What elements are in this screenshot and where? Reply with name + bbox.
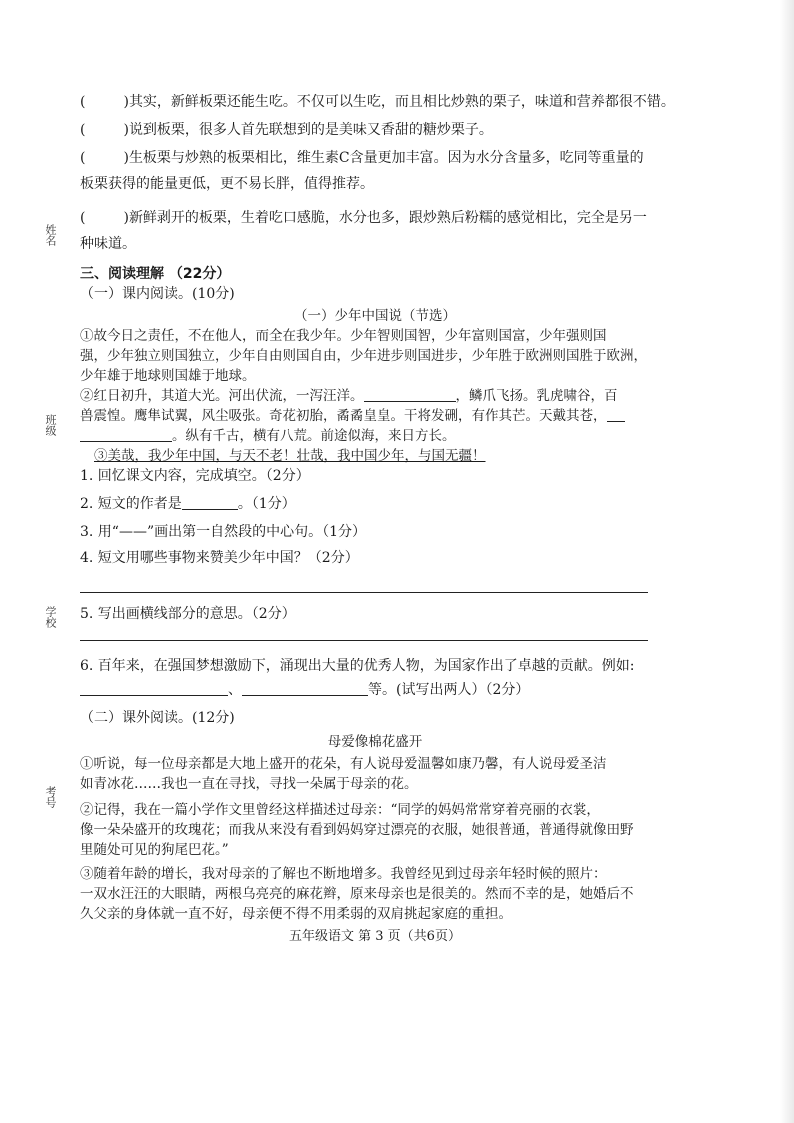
separator: 、 <box>228 682 242 698</box>
passage-line <box>80 386 670 406</box>
answer-bracket-open: ( <box>80 150 86 166</box>
answer-bracket-open: ( <box>80 122 86 138</box>
passage-line: 里随处可见的狗尾巴花。” <box>80 842 229 858</box>
question-text: 2. 短文的作者是 <box>80 496 182 512</box>
sort-item <box>80 120 670 140</box>
passage-text: ②红日初升，其道大光。河出伏流，一泻汪洋。 <box>80 388 364 404</box>
margin-label-exam-number: 考号 <box>44 786 57 808</box>
answer-bracket-close: ) <box>123 122 129 138</box>
question-2 <box>80 494 670 514</box>
sort-item <box>80 92 675 112</box>
passage-line <box>94 446 684 466</box>
passage-line <box>80 426 670 446</box>
margin-label-name: 姓名 <box>44 224 57 246</box>
section-heading <box>80 264 670 284</box>
passage-line <box>80 406 670 426</box>
part2-heading: （二）课外阅读。(12分) <box>80 710 235 726</box>
margin-label-class: 班级 <box>44 414 57 436</box>
section-score: （22分） <box>168 266 231 282</box>
passage-line: ①故今日之责任，不在他人，而全在我少年。少年智则国智，少年富则国富，少年强则国 <box>80 328 607 344</box>
sort-item <box>80 208 670 228</box>
passage-line: ①听说，每一位母亲都是大地上盛开的花朵，有人说母爱温馨如康乃馨，有人说母爱圣洁 <box>80 756 607 772</box>
fill-blank[interactable] <box>607 407 625 422</box>
question-5: 5. 写出画横线部分的意思。（2分） <box>80 606 296 622</box>
passage-line: 少年雄于地球则国雄于地球。 <box>80 368 256 384</box>
answer-blank[interactable] <box>182 495 238 510</box>
answer-bracket-close: ) <box>123 150 129 166</box>
passage-line: 一双水汪汪的大眼睛，两根乌亮亮的麻花辫，原来母亲也是很美的。然而不幸的是，她婚后不 <box>80 886 634 902</box>
answer-bracket-open: ( <box>80 210 86 226</box>
answer-bracket-close: ) <box>123 210 129 226</box>
passage-text: ，鳞爪飞扬。乳虎啸谷，百 <box>455 388 618 404</box>
sort-item-text: 说到板栗，很多人首先联想到的是美味又香甜的糖炒栗子。 <box>128 122 493 138</box>
margin-label-school: 学校 <box>44 606 57 628</box>
sort-item-text: 生板栗与炒熟的板栗相比，维生素C含量更加丰富。因为水分含量多，吃同等重量的 <box>128 150 644 166</box>
passage-line: ②记得，我在一篇小学作文里曾经这样描述过母亲：“同学的妈妈常常穿着亮丽的衣裳， <box>80 802 600 818</box>
question-4: 4. 短文用哪些事物来赞美少年中国？（2分） <box>80 550 359 566</box>
passage-title: （一）少年中国说（节选） <box>294 308 456 324</box>
passage-line: 如青冰花……我也一直在寻找，寻找一朵属于母亲的花。 <box>80 776 418 792</box>
passage-title: 母爱像棉花盛开 <box>327 734 423 750</box>
fill-blank[interactable] <box>80 427 172 442</box>
answer-blank[interactable] <box>80 681 228 696</box>
scan-edge-shadow <box>780 0 794 1123</box>
passage-line: 强，少年独立则国独立，少年自由则国自由，少年进步则国进步，少年胜于欧洲则国胜于欧洲， <box>80 348 647 364</box>
question-6-answer <box>80 680 670 700</box>
underlined-sentence: ③美哉，我少年中国，与天不老！壮哉，我中国少年，与国无疆！ <box>94 448 486 464</box>
answer-line[interactable] <box>80 640 648 641</box>
question-text: 等。(试写出两人）（2分） <box>368 682 530 698</box>
sort-item <box>80 148 670 168</box>
passage-text: 。纵有千古，横有八荒。前途似海，来日方长。 <box>172 428 456 444</box>
question-6: 6. 百年来，在强国梦想激励下，涌现出大量的优秀人物，为国家作出了卓越的贡献。例如: <box>80 658 635 674</box>
passage-line: ③随着年龄的增长，我对母亲的了解也不断地增多。我曾经见到过母亲年轻时候的照片： <box>80 866 607 882</box>
sort-item-continuation: 板栗获得的能量更低，更不易长胖，值得推荐。 <box>80 176 374 192</box>
passage-line: 像一朵朵盛开的玫瑰花；而我从来没有看到妈妈穿过漂亮的衣服，她很普通，普通得就像田野 <box>80 822 634 838</box>
sort-item-text: 新鲜剥开的板栗，生着吃口感脆，水分也多，跟炒熟后粉糯的感觉相比，完全是另一 <box>128 210 647 226</box>
answer-bracket-open: ( <box>80 94 86 110</box>
question-1: 1. 回忆课文内容，完成填空。（2分） <box>80 468 310 484</box>
question-text: 。（1分） <box>237 496 296 512</box>
answer-bracket-close: ) <box>123 94 129 110</box>
passage-line: 久父亲的身体就一直不好，母亲便不得不用柔弱的双肩挑起家庭的重担。 <box>80 906 512 922</box>
sort-item-continuation: 种味道。 <box>80 236 136 252</box>
passage-text: 兽震惶。鹰隼试翼，风尘吸张。奇花初胎，矞矞皇皇。干将发硎，有作其芒。天戴其苍， <box>80 408 607 424</box>
sort-item-text: 其实，新鲜板栗还能生吃。不仅可以生吃，而且相比炒熟的栗子，味道和营养都很不错。 <box>128 94 675 110</box>
answer-line[interactable] <box>80 592 648 593</box>
part1-heading: （一）课内阅读。(10分) <box>80 286 235 302</box>
section-title: 三、阅读理解 <box>80 266 164 282</box>
fill-blank[interactable] <box>364 387 456 402</box>
question-3: 3. 用“——”画出第一自然段的中心句。（1分） <box>80 524 367 540</box>
answer-blank[interactable] <box>242 681 368 696</box>
page-footer: 五年级语文 第 3 页（共6页） <box>289 929 461 944</box>
